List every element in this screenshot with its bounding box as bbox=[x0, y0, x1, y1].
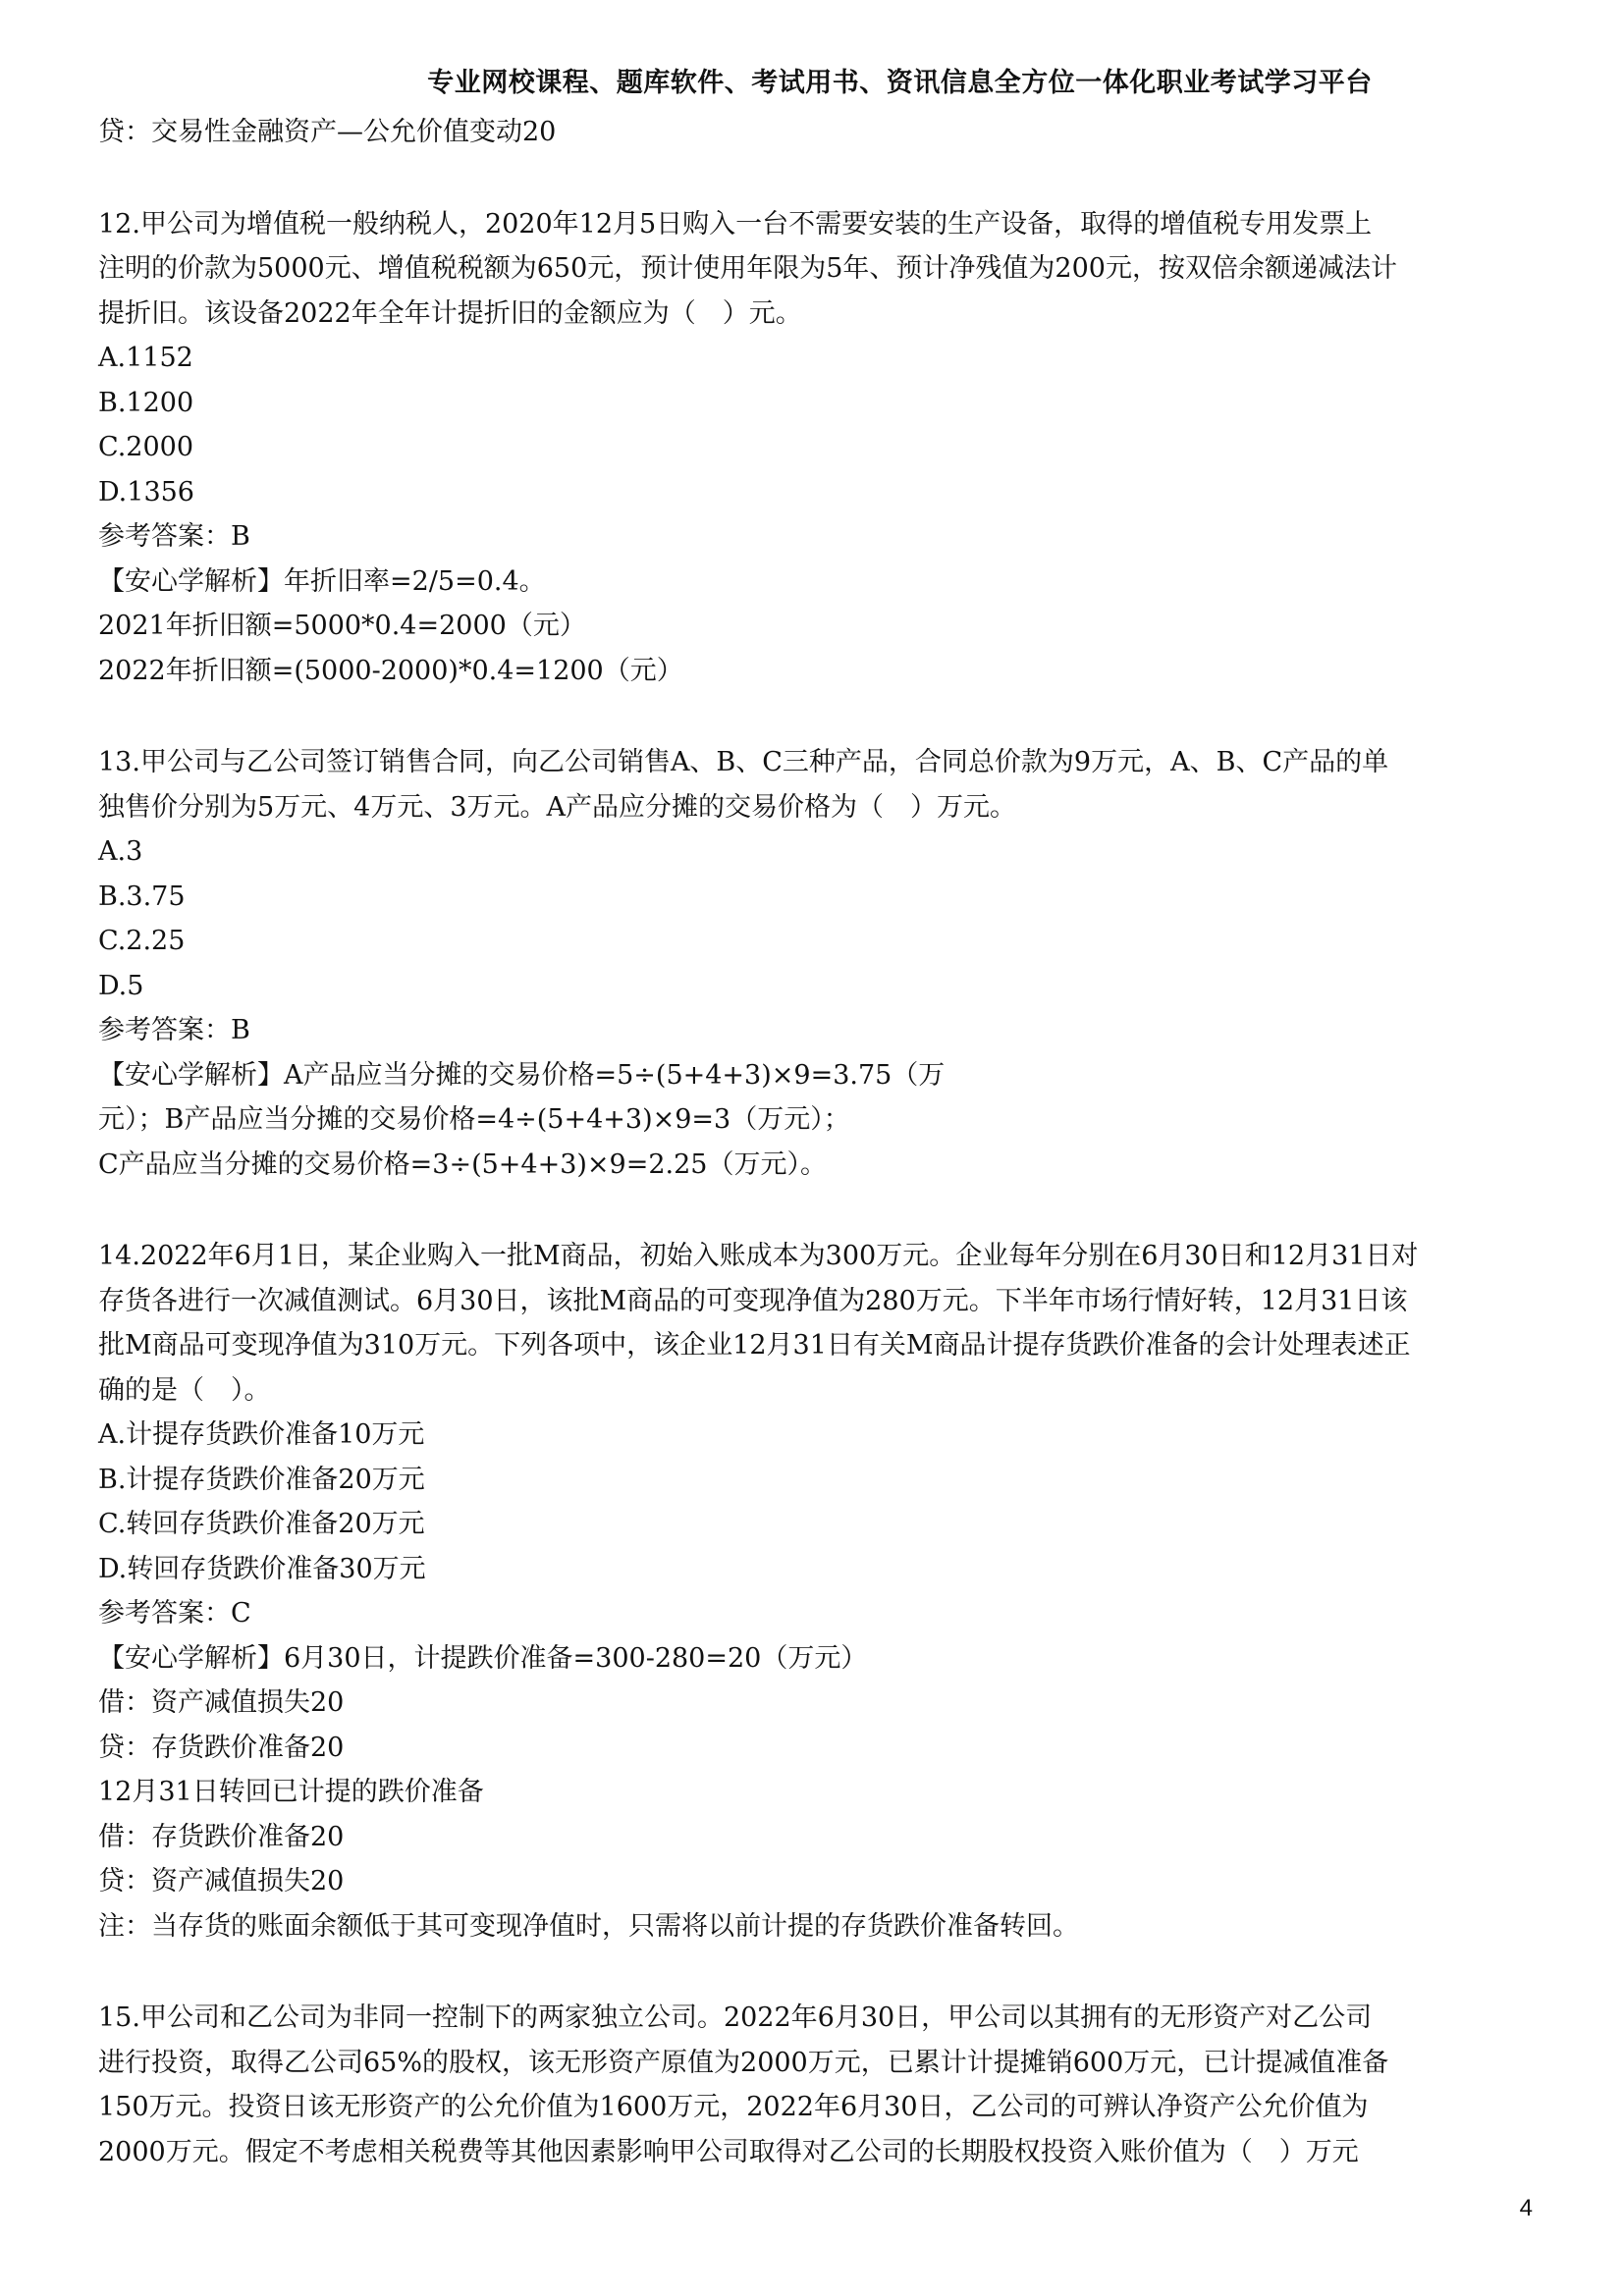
page-number: 4 bbox=[1519, 2195, 1533, 2221]
question-stem: 150万元。投资日该无形资产的公允价值为1600万元，2022年6月30日，乙公司的可辨认净资产公允价值为 bbox=[98, 2092, 1369, 2122]
question-stem: 注明的价款为5000元、增值税税额为650元，预计使用年限为5年、预计净残值为200元，按双倍余额递减法计 bbox=[98, 253, 1397, 284]
option-c: C.2000 bbox=[98, 432, 193, 462]
analysis: 贷：资产减值损失20 bbox=[98, 1866, 345, 1896]
option-b: B.1200 bbox=[98, 387, 194, 418]
analysis: 【安心学解析】6月30日，计提跌价准备=300-280=20（万元） bbox=[98, 1642, 868, 1674]
analysis: 借：资产减值损失20 bbox=[98, 1687, 345, 1718]
analysis: 借：存货跌价准备20 bbox=[98, 1821, 345, 1852]
question-13 bbox=[98, 740, 1532, 1187]
document-body bbox=[98, 110, 1532, 2174]
analysis: 注：当存货的账面余额低于其可变现净值时，只需将以前计提的存货跌价准备转回。 bbox=[98, 1910, 1079, 1942]
analysis: 2022年折旧额=(5000-2000)*0.4=1200（元） bbox=[98, 655, 683, 686]
answer: 参考答案：B bbox=[98, 521, 250, 552]
block-0 bbox=[98, 110, 1532, 155]
question-stem: 14.2022年6月1日，某企业购入一批M商品，初始入账成本为300万元。企业每年分别在6月30日和12月31日对 bbox=[98, 1241, 1419, 1271]
analysis: 2021年折旧额=5000*0.4=2000（元） bbox=[98, 611, 586, 641]
option-d: D.5 bbox=[98, 970, 144, 1001]
block-gap bbox=[98, 693, 1532, 740]
analysis: 【安心学解析】A产品应当分摊的交易价格=5÷(5+4+3)×9=3.75（万 bbox=[98, 1059, 946, 1091]
question-stem: 15.甲公司和乙公司为非同一控制下的两家独立公司。2022年6月30日，甲公司以其拥有的无形资产对乙公司 bbox=[98, 2002, 1373, 2033]
option-b: B.3.75 bbox=[98, 881, 186, 912]
question-12 bbox=[98, 202, 1532, 694]
analysis: 元）；B产品应当分摊的交易价格=4÷(5+4+3)×9=3（万元）； bbox=[98, 1104, 850, 1135]
option-c: C.2.25 bbox=[98, 926, 186, 956]
block-gap bbox=[98, 155, 1532, 202]
option-a: A.1152 bbox=[98, 343, 193, 373]
question-stem: 批M商品可变现净值为310万元。下列各项中，该企业12月31日有关M商品计提存货跌价准备的会计处理表述正 bbox=[98, 1330, 1411, 1361]
option-c: C.转回存货跌价准备20万元 bbox=[98, 1509, 425, 1539]
analysis: C产品应当分摊的交易价格=3÷(5+4+3)×9=2.25（万元）。 bbox=[98, 1148, 827, 1180]
answer: 参考答案：C bbox=[98, 1598, 251, 1629]
question-stem: 13.甲公司与乙公司签订销售合同，向乙公司销售A、B、C三种产品，合同总价款为9万元，A、B、C产品的单 bbox=[98, 747, 1389, 777]
question-stem: 存货各进行一次减值测试。6月30日，该批M商品的可变现净值为280万元。下半年市场行情好转，12月31日该 bbox=[98, 1285, 1408, 1316]
option-b: B.计提存货跌价准备20万元 bbox=[98, 1464, 425, 1495]
question-stem: 确的是（ ）。 bbox=[98, 1374, 271, 1406]
option-a: A.3 bbox=[98, 836, 143, 867]
answer: 参考答案：B bbox=[98, 1015, 250, 1045]
analysis: 贷：存货跌价准备20 bbox=[98, 1732, 345, 1763]
analysis: 【安心学解析】年折旧率=2/5=0.4。 bbox=[98, 565, 546, 597]
option-a: A.计提存货跌价准备10万元 bbox=[98, 1419, 425, 1450]
block-gap bbox=[98, 1187, 1532, 1234]
question-stem: 提折旧。该设备2022年全年计提折旧的金额应为（ ）元。 bbox=[98, 297, 802, 329]
question-stem: 进行投资，取得乙公司65%的股权，该无形资产原值为2000万元，已累计计提摊销600万元，已计提减值准备 bbox=[98, 2047, 1389, 2078]
question-stem: 2000万元。假定不考虑相关税费等其他因素影响甲公司取得对乙公司的长期股权投资入账价值为（ ）万元 bbox=[98, 2136, 1359, 2167]
option-d: D.转回存货跌价准备30万元 bbox=[98, 1553, 426, 1584]
block-gap bbox=[98, 1949, 1532, 1996]
text-line: 贷：交易性金融资产—公允价值变动20 bbox=[98, 117, 557, 147]
option-d: D.1356 bbox=[98, 476, 194, 507]
question-stem: 12.甲公司为增值税一般纳税人，2020年12月5日购入一台不需要安装的生产设备，取得的增值税专用发票上 bbox=[98, 208, 1373, 240]
question-stem: 独售价分别为5万元、4万元、3万元。A产品应分摊的交易价格为（ ）万元。 bbox=[98, 791, 1017, 823]
page-header: 专业网校课程、题库软件、考试用书、资讯信息全方位一体化职业考试学习平台 bbox=[427, 68, 1373, 98]
question-14 bbox=[98, 1234, 1532, 1949]
analysis: 12月31日转回已计提的跌价准备 bbox=[98, 1777, 484, 1807]
question-15 bbox=[98, 1996, 1532, 2174]
